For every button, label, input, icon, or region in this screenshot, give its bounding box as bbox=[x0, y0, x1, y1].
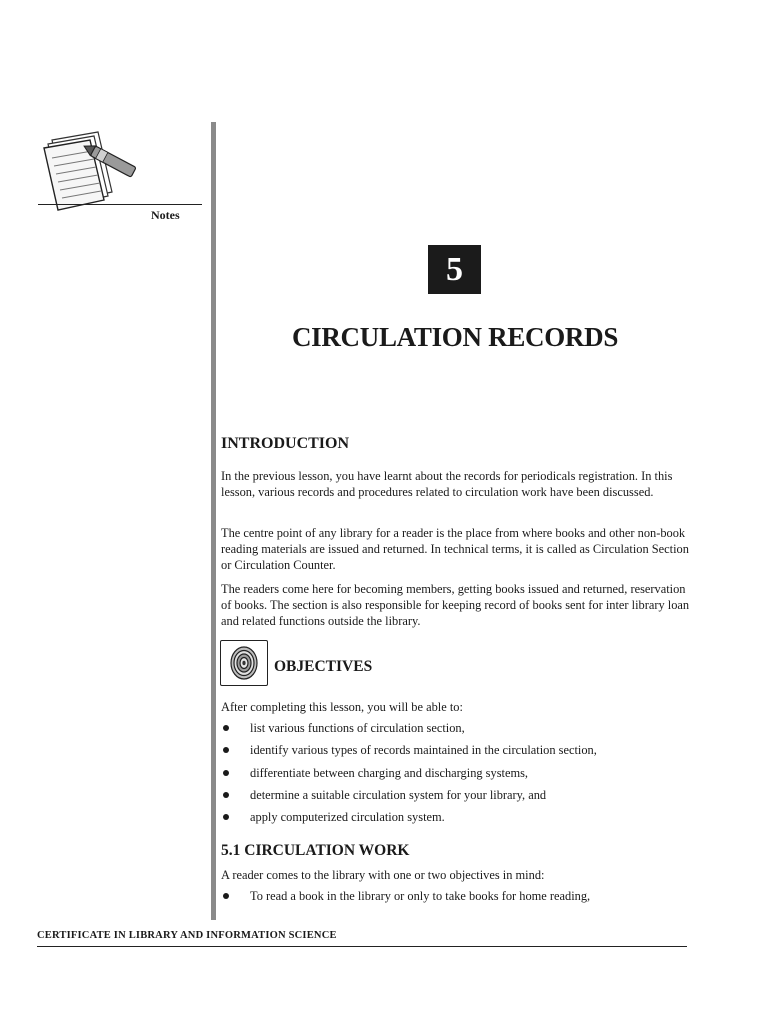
objective-text: apply computerized circulation system. bbox=[250, 810, 445, 824]
bullet-icon bbox=[223, 792, 229, 798]
notes-label: Notes bbox=[151, 208, 180, 222]
bullet-icon bbox=[223, 725, 229, 731]
margin-bar bbox=[211, 122, 216, 920]
objective-text: differentiate between charging and discharging systems, bbox=[250, 766, 529, 780]
intro-paragraph: The readers come here for becoming members, getting books issued and returned, reservation of books. The section is also responsible for keeping record of books sent for inter library loan and related functions outside the library. bbox=[221, 582, 690, 628]
section-intro: A reader comes to the library with one or two objectives in mind: bbox=[221, 868, 545, 882]
bullet-icon bbox=[223, 747, 229, 753]
intro-paragraph: The centre point of any library for a reader is the place from where books and other non-book reading materials are issued and returned. In technical terms, it is called as Circulation Section or Circulation Counter. bbox=[221, 526, 689, 572]
objective-text: determine a suitable circulation system for your library, and bbox=[250, 788, 547, 802]
bullet-icon bbox=[223, 893, 229, 899]
chapter-title: CIRCULATION RECORDS bbox=[291, 322, 619, 352]
objectives-heading: OBJECTIVES bbox=[274, 658, 373, 675]
intro-paragraph: In the previous lesson, you have learnt about the records for periodicals registration. In this lesson, various records and procedures related to circulation work have been discussed. bbox=[221, 469, 673, 499]
objectives-intro: After completing this lesson, you will be able to: bbox=[221, 700, 463, 714]
objective-text: list various functions of circulation section, bbox=[250, 721, 465, 735]
bullet-icon bbox=[223, 814, 229, 820]
page-footer: CERTIFICATE IN LIBRARY AND INFORMATION SCIENCE bbox=[37, 930, 337, 941]
notes-icon bbox=[38, 122, 148, 212]
chapter-number: 5 bbox=[428, 245, 481, 294]
section-heading: 5.1 CIRCULATION WORK bbox=[221, 842, 410, 859]
bullet-icon bbox=[223, 770, 229, 776]
introduction-heading: INTRODUCTION bbox=[221, 435, 350, 452]
objective-text: identify various types of records maintained in the circulation section, bbox=[250, 743, 597, 757]
target-icon bbox=[220, 640, 268, 686]
footer-divider bbox=[37, 946, 687, 947]
notes-divider bbox=[38, 204, 202, 205]
section-item-text: To read a book in the library or only to take books for home reading, bbox=[250, 889, 591, 903]
